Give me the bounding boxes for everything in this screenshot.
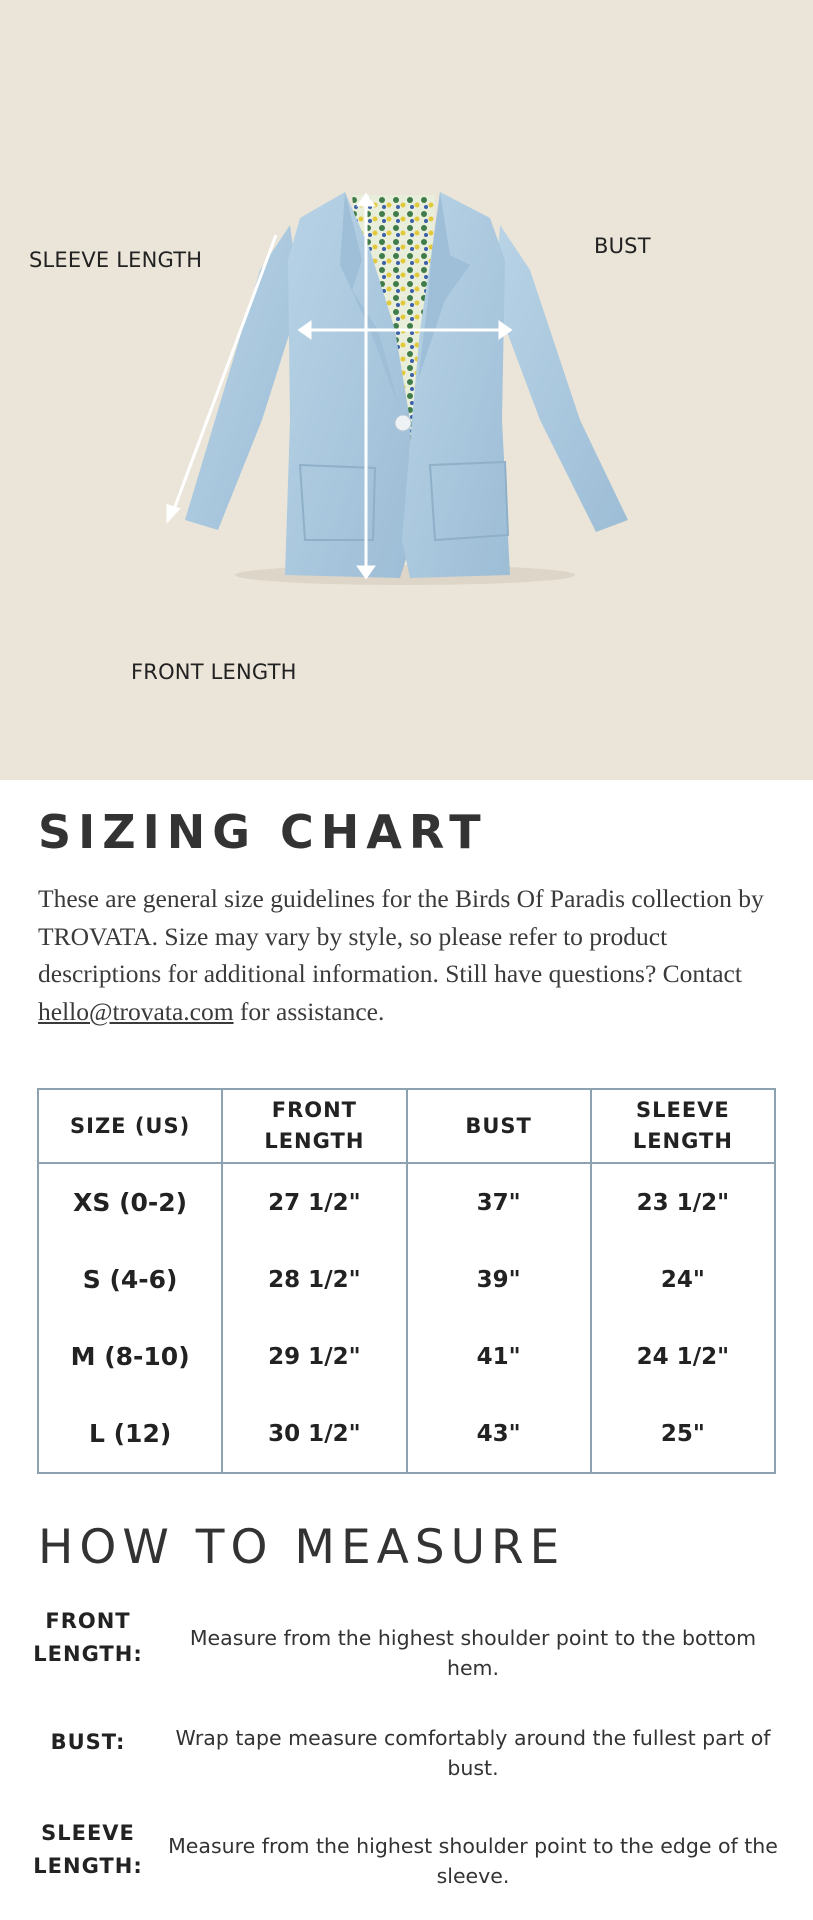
intro-paragraph (38, 880, 783, 1030)
table-header-row (38, 1089, 775, 1163)
size-cell: S (4-6) (38, 1241, 222, 1318)
measure-label: SLEEVE LENGTH: (33, 1821, 143, 1878)
header-sleeve-length: SLEEVE LENGTH (591, 1089, 775, 1163)
measure-label: FRONT LENGTH: (33, 1609, 143, 1666)
jacket-illustration (0, 0, 813, 780)
table-row (38, 1318, 775, 1395)
front-length-cell: 29 1/2" (222, 1318, 406, 1395)
contact-email-link[interactable]: hello@trovata.com (38, 996, 234, 1026)
size-cell: L (12) (38, 1395, 222, 1473)
front-length-cell: 30 1/2" (222, 1395, 406, 1473)
bust-cell: 41" (407, 1318, 591, 1395)
intro-text-end: for assistance. (233, 996, 385, 1026)
sizing-table (37, 1088, 776, 1474)
size-cell: M (8-10) (38, 1318, 222, 1395)
bust-label: BUST (594, 234, 651, 258)
sleeve-length-cell: 24" (591, 1241, 775, 1318)
sleeve-length-cell: 25" (591, 1395, 775, 1473)
sleeve-length-cell: 23 1/2" (591, 1163, 775, 1241)
front-length-label: FRONT LENGTH (131, 660, 297, 684)
table-row (38, 1163, 775, 1241)
sleeve-length-cell: 24 1/2" (591, 1318, 775, 1395)
measure-label: BUST: (50, 1730, 126, 1754)
header-bust: BUST (407, 1089, 591, 1163)
measure-description: Measure from the highest shoulder point to the edge of the sleeve. (168, 1834, 778, 1888)
header-size: SIZE (US) (38, 1089, 222, 1163)
sleeve-length-label: SLEEVE LENGTH (29, 248, 203, 272)
bust-cell: 39" (407, 1241, 591, 1318)
table-row (38, 1241, 775, 1318)
front-length-cell: 27 1/2" (222, 1163, 406, 1241)
bust-cell: 37" (407, 1163, 591, 1241)
measure-description: Measure from the highest shoulder point to the bottom hem. (189, 1626, 757, 1680)
size-cell: XS (0-2) (38, 1163, 222, 1241)
measurement-diagram (0, 0, 813, 780)
measure-description: Wrap tape measure comfortably around the fullest part of bust. (175, 1726, 771, 1780)
how-to-measure-title: HOW TO MEASURE (38, 1520, 566, 1575)
intro-text: These are general size guidelines for the Birds Of Paradis collection by TROVATA. Size may vary by style, so please refer to product descriptions for additional information. Still have questions? Contact (38, 884, 764, 988)
page-title: SIZING CHART (38, 805, 488, 859)
bust-cell: 43" (407, 1395, 591, 1473)
front-length-cell: 28 1/2" (222, 1241, 406, 1318)
header-front-length: FRONT LENGTH (222, 1089, 406, 1163)
table-row (38, 1395, 775, 1473)
